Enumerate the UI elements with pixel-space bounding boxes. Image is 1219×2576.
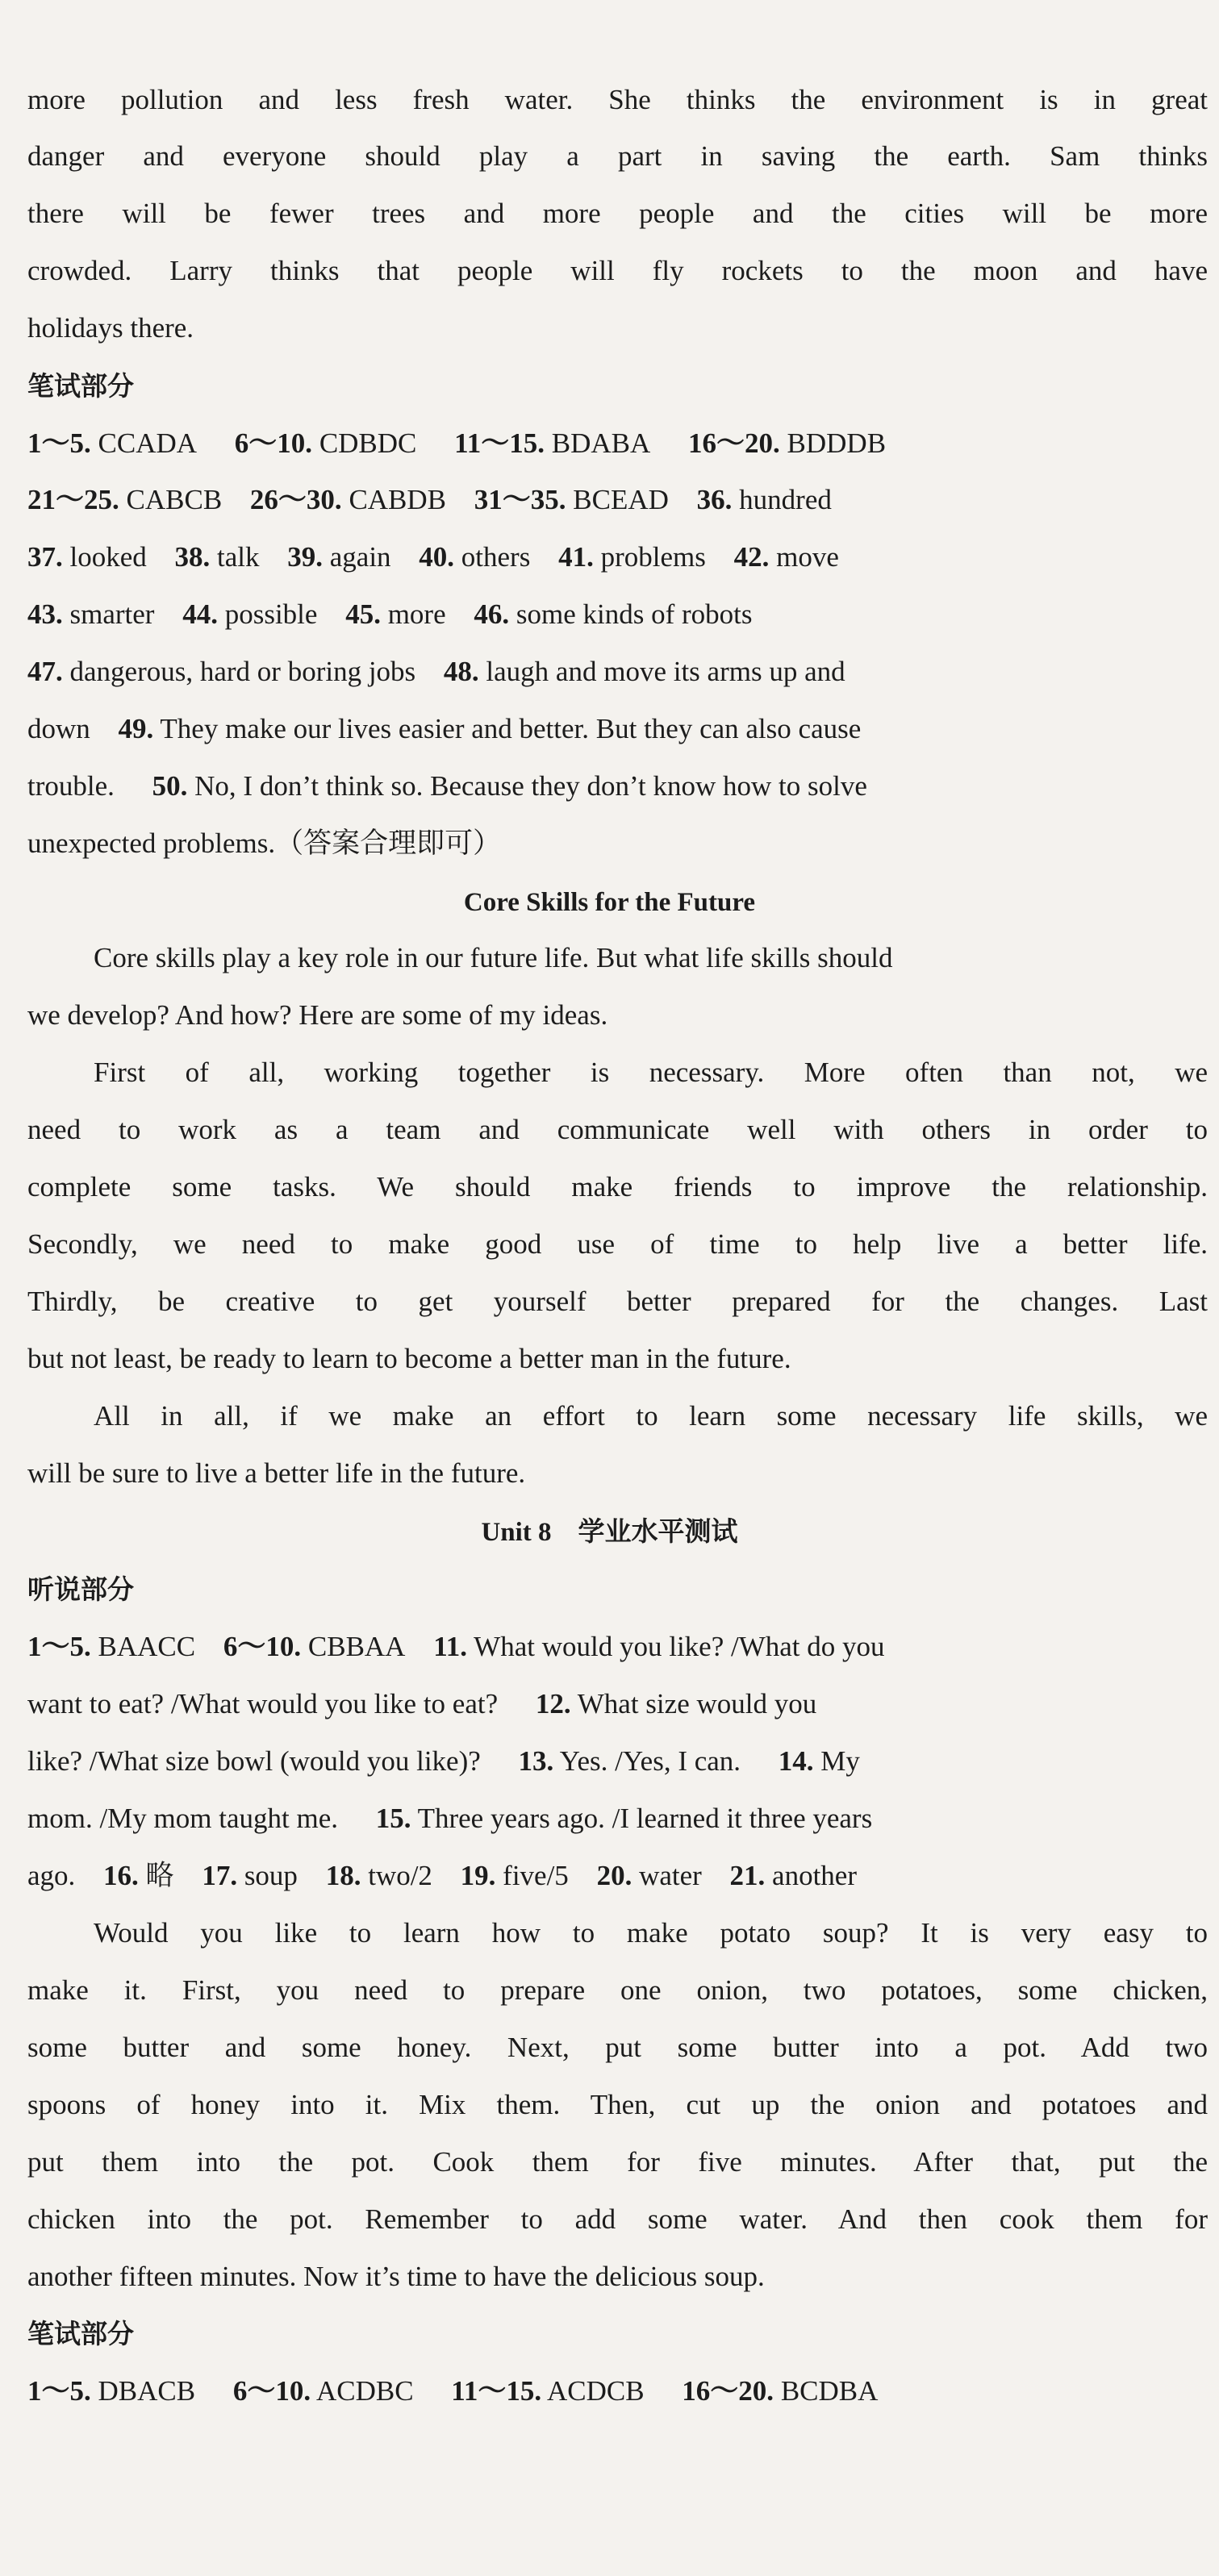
passage-line: another fifteen minutes. Now it’s time to have the delicious soup. bbox=[27, 2261, 765, 2292]
passage-line: some butter and some honey. Next, put some butter into a pot. Add two bbox=[27, 2032, 1208, 2063]
answer-line: like? /What size bowl (would you like)? 13. Yes. /Yes, I can. 14. My bbox=[27, 1745, 860, 1777]
answer-line: want to eat? /What would you like to eat? 12. What size would you bbox=[27, 1688, 817, 1719]
section-heading: 笔试部分 bbox=[27, 370, 134, 402]
essay-line: Thirdly, be creative to get yourself better prepared for the changes. Last bbox=[27, 1286, 1208, 1317]
answer-line: 1～5. BAACC 6～10. CBBAA 11. What would you like? /What do you bbox=[27, 1631, 885, 1662]
unit-title: Unit 8 学业水平测试 bbox=[481, 1518, 738, 1547]
passage-line: chicken into the pot. Remember to add some water. And then cook them for bbox=[27, 2203, 1208, 2235]
section-heading: 听说部分 bbox=[27, 1574, 134, 1605]
essay-line: we develop? And how? Here are some of my ideas. bbox=[27, 999, 608, 1031]
passage-line: make it. First, you need to prepare one onion, two potatoes, some chicken, bbox=[27, 1974, 1208, 2006]
essay-line: but not least, be ready to learn to become a better man in the future. bbox=[27, 1343, 791, 1374]
answer-line: 43. smarter 44. possible 45. more 46. some kinds of robots bbox=[27, 598, 753, 630]
answer-line: 1～5. DBACB 6～10. ACDBC 11～15. ACDCB 16～20. BCDBA bbox=[27, 2375, 879, 2407]
essay-line: First of all, working together is necessary. More often than not, we bbox=[94, 1057, 1208, 1088]
essay-title: Core Skills for the Future bbox=[463, 888, 756, 917]
essay-line: Core skills play a key role in our future life. But what life skills should bbox=[94, 942, 893, 973]
answer-line: 21～25. CABCB 26～30. CABDB 31～35. BCEAD 36. hundred bbox=[27, 484, 832, 515]
text-line: crowded. Larry thinks that people will fly rockets to the moon and have bbox=[27, 255, 1208, 286]
answer-line: 37. looked 38. talk 39. again 40. others 41. problems 42. move bbox=[27, 541, 839, 573]
essay-line: need to work as a team and communicate well with others in order to bbox=[27, 1114, 1208, 1145]
answer-line: trouble. 50. No, I don’t think so. Because they don’t know how to solve bbox=[27, 770, 867, 802]
essay-line: Secondly, we need to make good use of time to help live a better life. bbox=[27, 1228, 1208, 1260]
essay-line: will be sure to live a better life in the future. bbox=[27, 1457, 526, 1489]
answer-line: 1～5. CCADA 6～10. CDBDC 11～15. BDABA 16～20. BDDDB bbox=[27, 427, 887, 459]
answer-line: ago. 16. 略 17. soup 18. two/2 19. five/5 20. water 21. another bbox=[27, 1860, 857, 1891]
text-line: danger and everyone should play a part in saving the earth. Sam thinks bbox=[27, 140, 1208, 172]
essay-line: All in all, if we make an effort to learn some necessary life skills, we bbox=[94, 1400, 1208, 1432]
answer-line: unexpected problems.（答案合理即可） bbox=[27, 827, 502, 859]
passage-line: put them into the pot. Cook them for five minutes. After that, put the bbox=[27, 2146, 1208, 2178]
text-line: more pollution and less fresh water. She thinks the environment is in great bbox=[27, 84, 1208, 115]
answer-line: 47. dangerous, hard or boring jobs 48. laugh and move its arms up and bbox=[27, 656, 845, 687]
section-heading: 笔试部分 bbox=[27, 2318, 134, 2349]
passage-line: Would you like to learn how to make potato soup? It is very easy to bbox=[94, 1917, 1208, 1949]
passage-line: spoons of honey into it. Mix them. Then, cut up the onion and potatoes and bbox=[27, 2089, 1208, 2120]
essay-line: complete some tasks. We should make friends to improve the relationship. bbox=[27, 1171, 1208, 1203]
answer-line: down 49. They make our lives easier and better. But they can also cause bbox=[27, 713, 862, 744]
answer-line: mom. /My mom taught me. 15. Three years ago. /I learned it three years bbox=[27, 1803, 873, 1834]
text-line: holidays there. bbox=[27, 312, 194, 344]
text-line: there will be fewer trees and more people and the cities will be more bbox=[27, 198, 1208, 229]
